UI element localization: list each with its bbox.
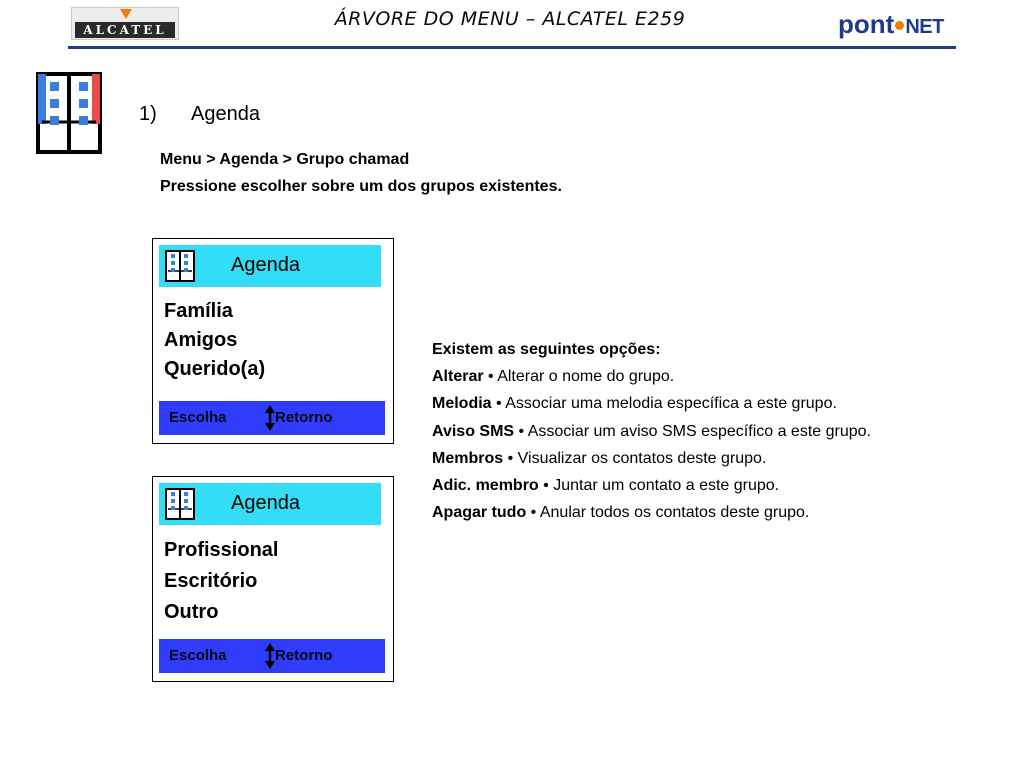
option-row	[432, 390, 871, 417]
ponto-logo-left: pont	[838, 9, 895, 39]
option-row	[432, 499, 871, 526]
group-item-amigos[interactable]: Amigos	[164, 329, 238, 351]
screen-title: Agenda	[231, 492, 300, 514]
ponto-logo-right: NET	[905, 16, 944, 38]
option-description: Associar um aviso SMS específico a este grupo.	[527, 422, 871, 440]
ponto-dot-icon	[895, 21, 904, 30]
group-list	[164, 535, 278, 628]
bullet-separator: •	[507, 449, 514, 467]
ponto-net-logo	[838, 9, 944, 39]
option-name: Adic. membro	[432, 477, 539, 495]
option-description: Juntar um contato a este grupo.	[553, 477, 780, 495]
bullet-separator: •	[496, 395, 502, 413]
screen-titlebar	[159, 245, 381, 287]
bullet-separator: •	[488, 368, 494, 386]
group-item-familia[interactable]: Família	[164, 300, 233, 322]
option-name: Apagar tudo	[432, 504, 527, 522]
bullet-separator: •	[530, 504, 537, 522]
up-down-arrow-icon	[263, 642, 277, 670]
section-title: Agenda	[191, 103, 260, 125]
bullet-separator: •	[518, 422, 525, 440]
softkey-retorno[interactable]: Retorno	[275, 647, 333, 664]
book-icon	[36, 72, 102, 154]
softkey-escolha[interactable]: Escolha	[169, 409, 227, 426]
screen-titlebar	[159, 483, 381, 525]
header-divider	[68, 46, 956, 49]
option-name: Membros	[432, 449, 504, 467]
softkey-bar	[159, 639, 385, 673]
option-name: Aviso SMS	[432, 422, 515, 440]
options-list	[432, 336, 871, 526]
group-item-outro[interactable]: Outro	[164, 601, 219, 623]
group-item-querido[interactable]: Querido(a)	[164, 358, 266, 380]
page-title: ÁRVORE DO MENU – ALCATEL E259	[334, 8, 686, 30]
alcatel-mark-icon	[120, 9, 132, 19]
softkey-retorno[interactable]: Retorno	[275, 409, 333, 426]
section-number: 1)	[139, 103, 157, 125]
group-item-profissional[interactable]: Profissional	[164, 539, 279, 561]
alcatel-logo	[71, 7, 179, 40]
option-row	[432, 418, 871, 445]
group-item-escritorio[interactable]: Escritório	[164, 570, 258, 592]
option-row	[432, 472, 871, 499]
book-icon	[165, 250, 195, 282]
softkey-bar	[159, 401, 385, 435]
option-description: Anular todos os contatos deste grupo.	[539, 504, 810, 522]
bullet-separator: •	[543, 477, 549, 495]
menu-path: Menu > Agenda > Grupo chamad	[160, 151, 410, 168]
option-row	[432, 363, 871, 390]
option-name: Alterar	[432, 368, 484, 386]
option-description: Associar uma melodia específica a este grupo.	[505, 395, 837, 413]
option-name: Melodia	[432, 395, 492, 413]
alcatel-logo-text: ALCATEL	[75, 22, 175, 38]
up-down-arrow-icon	[263, 404, 277, 432]
screen-title: Agenda	[231, 254, 300, 276]
group-list	[164, 297, 265, 384]
book-icon	[165, 488, 195, 520]
softkey-escolha[interactable]: Escolha	[169, 647, 227, 664]
option-description: Alterar o nome do grupo.	[497, 368, 675, 386]
options-heading: Existem as seguintes opções:	[432, 341, 661, 358]
phone-screen	[152, 476, 394, 682]
option-description: Visualizar os contatos deste grupo.	[517, 449, 767, 467]
option-row	[432, 445, 871, 472]
phone-screen	[152, 238, 394, 444]
instruction-text: Pressione escolher sobre um dos grupos existentes.	[160, 178, 562, 195]
